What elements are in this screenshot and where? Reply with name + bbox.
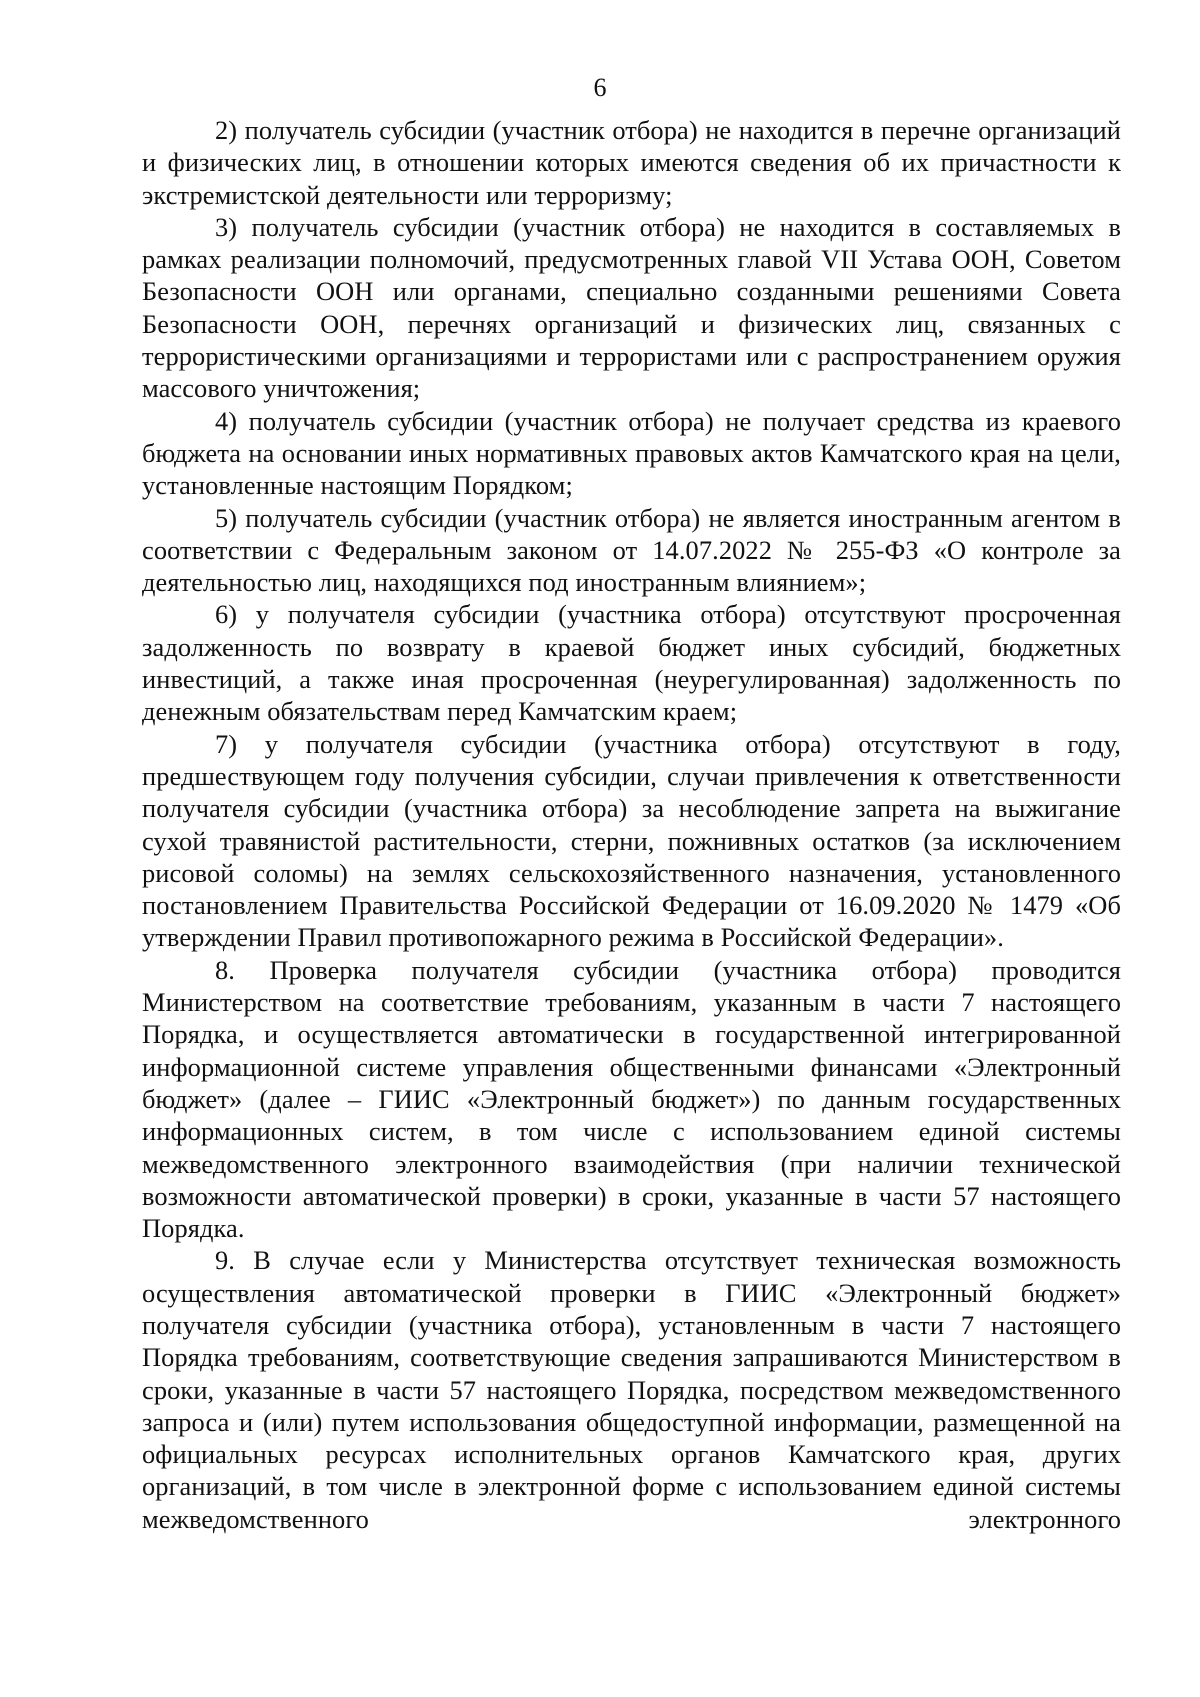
paragraph-item-3: 3) получатель субсидии (участник отбора) не находится в составляемых в рамках реализации полномочий, предусмотренных главой VII Устава ООН, Советом Безопасности ООН или органами, специально созданными решениями Совета Безопасности ООН, перечнях организаций и физических лиц, связанных с террористическими организациями и террористами или с распространением оружия массового уничтожения; (142, 211, 1121, 404)
page-number: 6 (593, 73, 607, 102)
paragraph-item-6: 6) у получателя субсидии (участника отбора) отсутствуют просроченная задолженность по возврату в краевой бюджет иных субсидий, бюджетных инвестиций, а также иная просроченная (неурегулированная) задолженность по денежным обязательствам перед Камчатским краем; (142, 599, 1121, 727)
document-body (142, 114, 1121, 1535)
paragraph-part-9: 9. В случае если у Министерства отсутствует техническая возможность осуществления автоматической проверки в ГИИС «Электронный бюджет» получателя субсидии (участника отбора), установленным в части 7 настоящего Порядка требованиям, соответствующие сведения запрашиваются Министерством в сроки, указанные в части 57 настоящего Порядка, посредством межведомственного запроса и (или) путем использования общедоступной информации, размещенной на официальных ресурсах исполнительных органов Камчатского края, других организаций, в том числе в электронной форме с использованием единой системы межведомственного электронного (142, 1245, 1121, 1534)
paragraph-item-5: 5) получатель субсидии (участник отбора) не является иностранным агентом в соответствии с Федеральным законом от 14.07.2022 № 255-ФЗ «О контроле за деятельностью лиц, находящихся под иностранным влиянием»; (142, 502, 1121, 598)
paragraph-part-8: 8. Проверка получателя субсидии (участника отбора) проводится Министерством на соответствие требованиям, указанным в части 7 настоящего Порядка, и осуществляется автоматически в государственной интегрированной информационной системе управления общественными финансами «Электронный бюджет» (далее – ГИИС «Электронный бюджет») по данным государственных информационных систем, в том числе с использованием единой системы межведомственного электронного взаимодействия (при наличии технической возможности автоматической проверки) в сроки, указанные в части 57 настоящего Порядка. (142, 954, 1121, 1244)
paragraph-item-4: 4) получатель субсидии (участник отбора) не получает средства из краевого бюджета на основании иных нормативных правовых актов Камчатского края на цели, установленные настоящим Порядком; (142, 405, 1121, 501)
paragraph-item-2: 2) получатель субсидии (участник отбора) не находится в перечне организаций и физических лиц, в отношении которых имеются сведения об их причастности к экстремистской деятельности или терроризму; (142, 115, 1121, 210)
paragraph-item-7: 7) у получателя субсидии (участника отбора) отсутствуют в году, предшествующем году получения субсидии, случаи привлечения к ответственности получателя субсидии (участника отбора) за несоблюдение запрета на выжигание сухой травянистой растительности, стерни, пожнивных остатков (за исключением рисовой соломы) на землях сельскохозяйственного назначения, установленного постановлением Правительства Российской Федерации от 16.09.2020 № 1479 «Об утверждении Правил противопожарного режима в Российской Федерации». (142, 728, 1121, 953)
